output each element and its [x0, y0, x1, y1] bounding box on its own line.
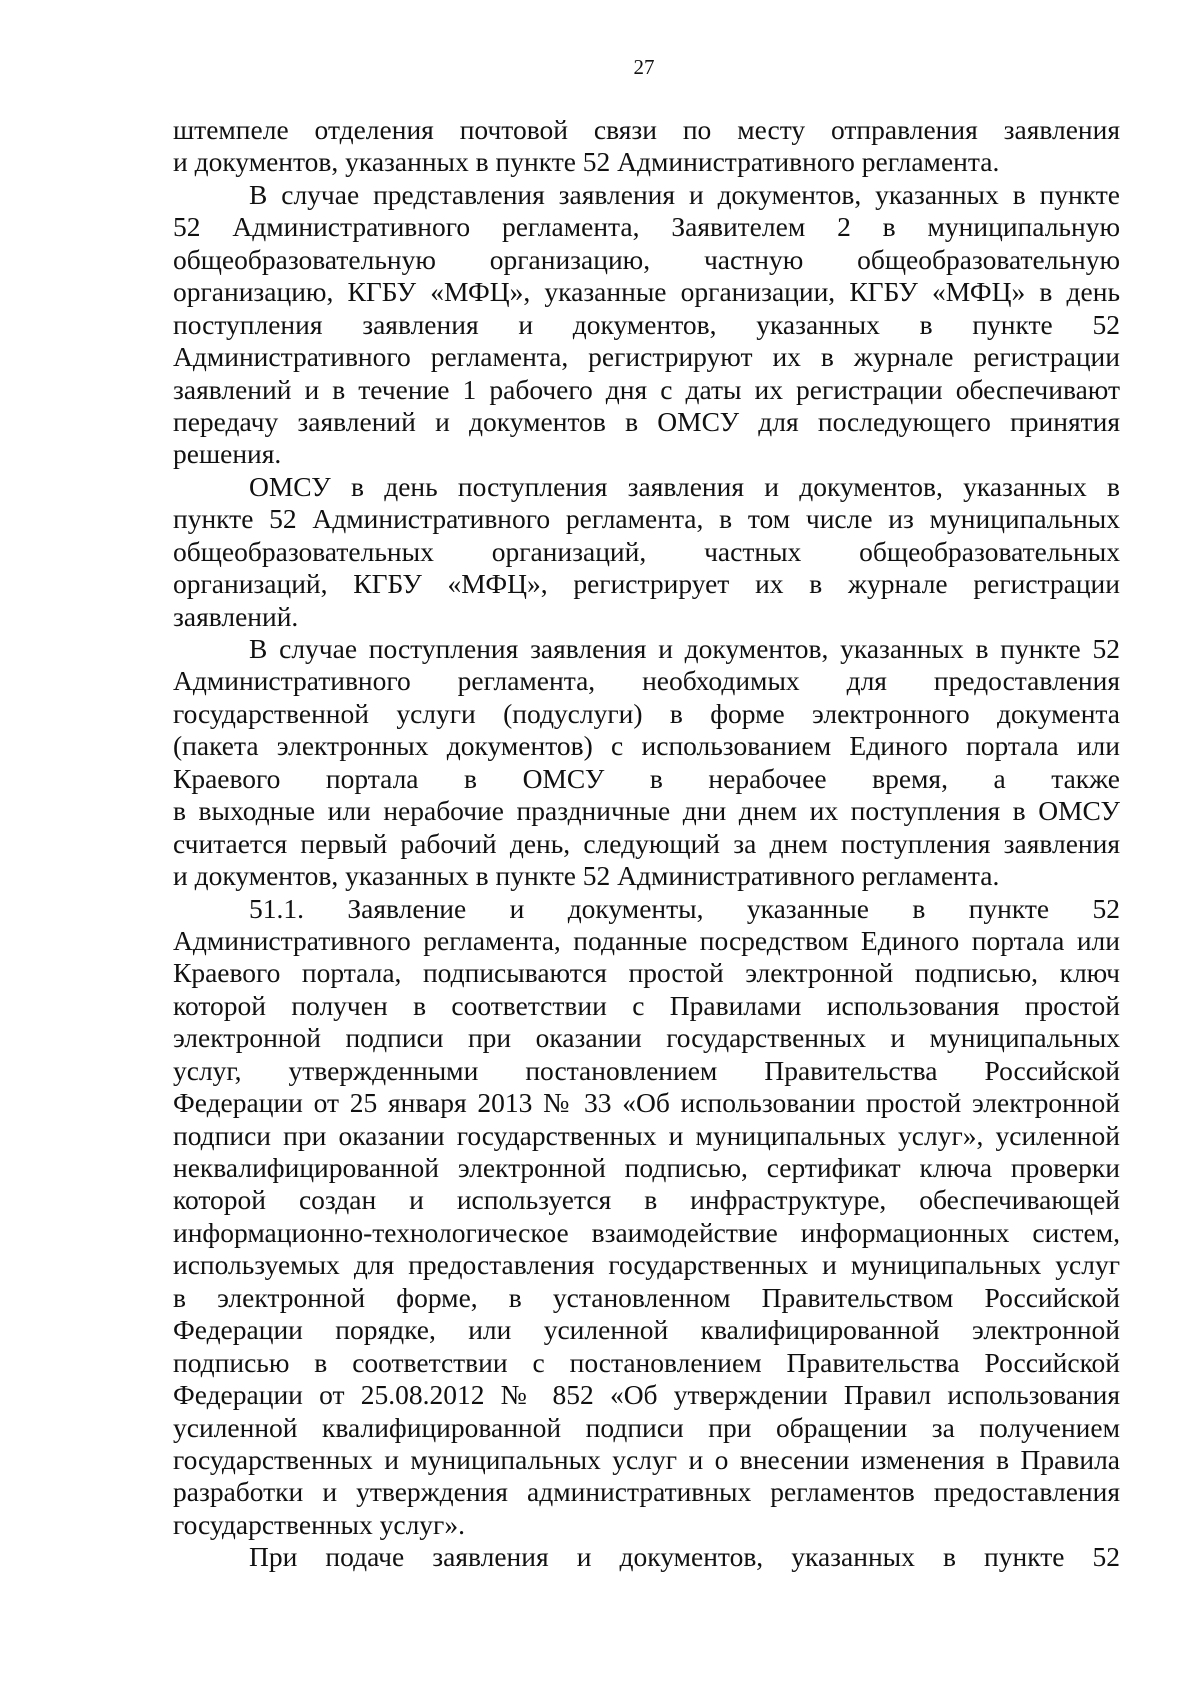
paragraph — [173, 633, 1120, 893]
text-line: Краевого портала, подписываются простой электронной подписью, ключ — [173, 957, 1120, 989]
text-line: и документов, указанных в пункте 52 Административного регламента. — [173, 860, 1000, 892]
document-body — [173, 114, 1120, 1574]
text-line: электронной подписи при оказании государственных и муниципальных — [173, 1022, 1120, 1054]
text-line: Краевого портала в ОМСУ в нерабочее время, а также — [173, 762, 1120, 794]
text-line: организацию, КГБУ «МФЦ», указанные организации, КГБУ «МФЦ» в день — [173, 276, 1120, 308]
text-line: считается первый рабочий день, следующий за днем поступления заявления — [173, 827, 1120, 859]
page-number: 27 — [633, 55, 655, 79]
text-line: подписью в соответствии с постановлением Правительства Российской — [173, 1346, 1120, 1378]
text-line: В случае поступления заявления и документов, указанных в пункте 52 — [249, 633, 1120, 664]
text-line: заявлений. — [173, 600, 299, 632]
text-line: 52 Административного регламента, Заявителем 2 в муниципальную — [173, 211, 1120, 243]
text-line: В случае представления заявления и документов, указанных в пункте — [249, 178, 1120, 210]
text-line: услуг, утвержденными постановлением Правительства Российской — [173, 1054, 1120, 1086]
paragraph — [173, 1541, 1120, 1573]
text-line: в выходные или нерабочие праздничные дни днем их поступления в ОМСУ — [173, 795, 1120, 827]
text-line: информационно-технологическое взаимодействие информационных систем, — [173, 1216, 1120, 1248]
text-line: Административного регламента, поданные посредством Единого портала или — [173, 924, 1120, 956]
paragraph — [173, 114, 1120, 179]
text-line: подписи при оказании государственных и муниципальных услуг», усиленной — [173, 1119, 1120, 1151]
text-line: государственной услуги (подуслуги) в форме электронного документа — [173, 697, 1120, 729]
text-line: решения. — [173, 438, 282, 470]
text-line: которой создан и используется в инфраструктуре, обеспечивающей — [173, 1184, 1120, 1216]
text-line: При подаче заявления и документов, указанных в пункте 52 — [249, 1541, 1120, 1573]
text-line: усиленной квалифицированной подписи при обращении за получением — [173, 1411, 1120, 1443]
text-line: общеобразовательных организаций, частных общеобразовательных — [173, 535, 1120, 567]
text-line: используемых для предоставления государственных и муниципальных услуг — [173, 1249, 1120, 1281]
text-line: которой получен в соответствии с Правилами использования простой — [173, 989, 1120, 1021]
text-line: государственных и муниципальных услуг и о внесении изменения в Правила — [173, 1443, 1120, 1475]
text-line: передачу заявлений и документов в ОМСУ для последующего принятия — [173, 405, 1120, 437]
text-line: поступления заявления и документов, указанных в пункте 52 — [173, 308, 1120, 340]
paragraph — [173, 179, 1120, 471]
text-line: пункте 52 Административного регламента, в том числе из муниципальных — [173, 503, 1120, 535]
text-line: Административного регламента, регистрируют их в журнале регистрации — [173, 341, 1120, 373]
text-line: заявлений и в течение 1 рабочего дня с даты их регистрации обеспечивают — [173, 373, 1120, 405]
text-line: в электронной форме, в установленном Правительством Российской — [173, 1281, 1120, 1313]
text-line: общеобразовательную организацию, частную общеобразовательную — [173, 243, 1120, 275]
text-line: (пакета электронных документов) с использованием Единого портала или — [173, 730, 1120, 762]
paragraph — [173, 893, 1120, 1542]
text-line: государственных услуг». — [173, 1508, 465, 1540]
text-line: Федерации от 25 января 2013 № 33 «Об использовании простой электронной — [173, 1087, 1120, 1119]
text-line: Федерации порядке, или усиленной квалифицированной электронной — [173, 1314, 1120, 1346]
text-line: Административного регламента, необходимых для предоставления — [173, 665, 1120, 697]
paragraph — [173, 471, 1120, 633]
text-line: Федерации от 25.08.2012 № 852 «Об утверждении Правил использования — [173, 1379, 1120, 1411]
text-line: и документов, указанных в пункте 52 Административного регламента. — [173, 146, 1000, 178]
text-line: штемпеле отделения почтовой связи по месту отправления заявления — [173, 114, 1120, 145]
text-line: 51.1. Заявление и документы, указанные в пункте 52 — [249, 892, 1120, 924]
text-line: ОМСУ в день поступления заявления и документов, указанных в — [249, 470, 1120, 502]
text-line: неквалифицированной электронной подписью, сертификат ключа проверки — [173, 1152, 1120, 1183]
text-line: организаций, КГБУ «МФЦ», регистрирует их в журнале регистрации — [173, 568, 1120, 600]
text-line: разработки и утверждения административных регламентов предоставления — [173, 1476, 1120, 1508]
